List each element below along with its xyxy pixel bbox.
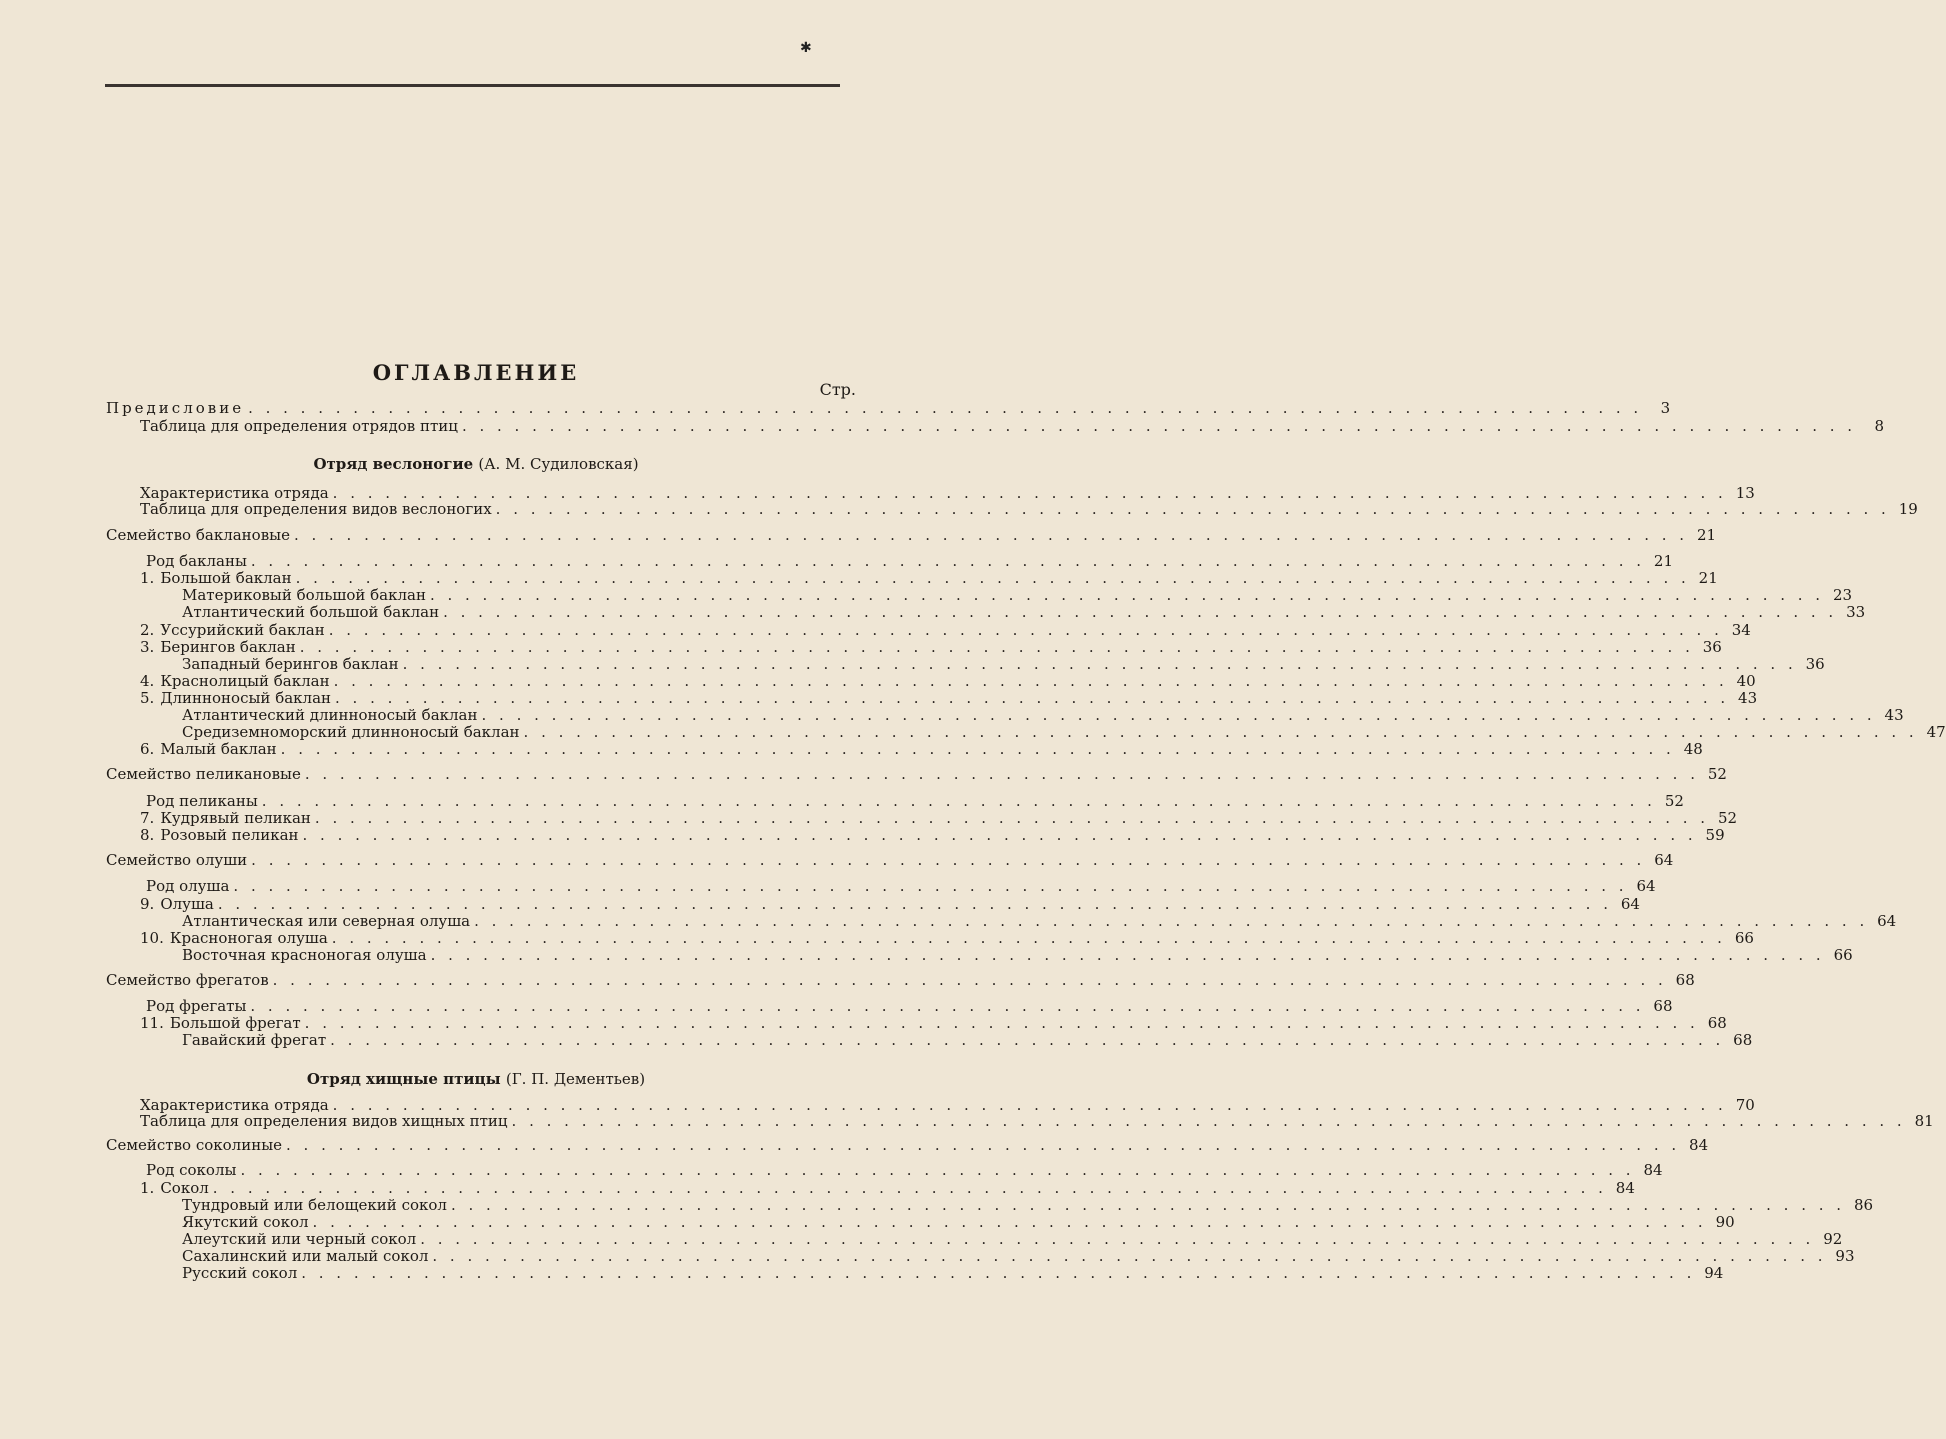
- toc-species: [140, 895, 1640, 913]
- entry-page-number: 21: [1696, 526, 1717, 544]
- leader-dots: . . . . . . . . . . . . . . . . . . . . . . . . . . . . . . . . . . . . . . . . . . . . . . . . . . . . . . . . . . . . . . . . . . . . . . . . . . . . . . . .: [481, 706, 1876, 724]
- leader-dots: . . . . . . . . . . . . . . . . . . . . . . . . . . . . . . . . . . . . . . . . . . . . . . . . . . . . . . . . . . . . . . . . . . . . . . . . . . . . . . . .: [261, 792, 1656, 810]
- entry-page-number: 84: [1615, 1179, 1635, 1197]
- leader-dots: . . . . . . . . . . . . . . . . . . . . . . . . . . . . . . . . . . . . . . . . . . . . . . . . . . . . . . . . . . . . . . . . . . . . . . . . . . . . . . . .: [250, 552, 1646, 570]
- entry-label: Уссурийский баклан: [160, 621, 325, 639]
- toc-genus: [146, 997, 1673, 1015]
- entry-label: Восточная красноногая олуша: [182, 946, 427, 964]
- leader-dots: . . . . . . . . . . . . . . . . . . . . . . . . . . . . . . . . . . . . . . . . . . . . . . . . . . . . . . . . . . . . . . . . . . . . . . . . . . . . . . . .: [312, 1213, 1707, 1231]
- toc-family: [106, 526, 1717, 544]
- entry-page-number: 68: [1675, 971, 1695, 989]
- entry-label: Красноногая олуша: [169, 929, 328, 947]
- entry-label: Средиземноморский длинноносый баклан: [182, 723, 520, 741]
- entry-page-number: 59: [1705, 826, 1725, 844]
- page-title: ОГЛАВЛЕНИЕ: [372, 360, 580, 385]
- toc-subspecies: [182, 912, 1897, 930]
- toc-species: [140, 740, 1703, 758]
- entry-page-number: 52: [1707, 765, 1727, 783]
- toc-entry: [140, 417, 1885, 435]
- entry-label: Род пеликаны: [146, 792, 258, 810]
- entry-number: 4.: [140, 672, 155, 690]
- entry-page-number: 52: [1717, 809, 1738, 827]
- entry-page-number: 68: [1707, 1014, 1727, 1032]
- entry-label: Предисловие: [106, 399, 245, 417]
- toc-genus: [146, 877, 1656, 895]
- entry-label: Краснолицый баклан: [160, 672, 330, 690]
- entry-label: Атлантический длинноносый баклан: [182, 706, 478, 724]
- toc-genus: [146, 792, 1684, 810]
- leader-dots: . . . . . . . . . . . . . . . . . . . . . . . . . . . . . . . . . . . . . . . . . . . . . . . . . . . . . . . . . . . . . . . . . . . . . . . . . . . . . . . .: [233, 877, 1628, 895]
- leader-dots: . . . . . . . . . . . . . . . . . . . . . . . . . . . . . . . . . . . . . . . . . . . . . . . . . . . . . . . . . . . . . . . . . . . . . . . . . . . . . . . .: [430, 946, 1825, 964]
- toc-genus: [146, 1161, 1663, 1179]
- entry-page-number: 94: [1704, 1264, 1724, 1282]
- entry-label: Семейство олуши: [106, 851, 248, 869]
- entry-number: 7.: [140, 809, 155, 827]
- toc-species: [140, 672, 1756, 690]
- toc-preface: [106, 399, 1671, 417]
- entry-label: Гавайский фрегат: [182, 1031, 327, 1049]
- leader-dots: . . . . . . . . . . . . . . . . . . . . . . . . . . . . . . . . . . . . . . . . . . . . . . . . . . . . . . . . . . . . . . . . . . . . . . . . . . . . . . . .: [402, 655, 1797, 673]
- leader-dots: . . . . . . . . . . . . . . . . . . . . . . . . . . . . . . . . . . . . . . . . . . . . . . . . . . . . . . . . . . . . . . . . . . . . . . . . . . . . . . . .: [304, 765, 1699, 783]
- entry-label: Сокол: [160, 1179, 209, 1197]
- entry-label: Семейство баклановые: [106, 526, 290, 544]
- entry-number: 5.: [140, 689, 155, 707]
- entry-number: 1.: [140, 569, 155, 587]
- leader-dots: . . . . . . . . . . . . . . . . . . . . . . . . . . . . . . . . . . . . . . . . . . . . . . . . . . . . . . . . . . . . . . . . . . . . . . . . . . . . . . . .: [420, 1230, 1815, 1248]
- toc-subspecies: [182, 655, 1825, 673]
- toc-species: [140, 1014, 1727, 1032]
- leader-dots: . . . . . . . . . . . . . . . . . . . . . . . . . . . . . . . . . . . . . . . . . . . . . . . . . . . . . . . . . . . . . . . . . . . . . . . . . . . . . . . .: [301, 1264, 1696, 1282]
- order-heading: [0, 455, 952, 473]
- order-heading: [0, 1070, 952, 1088]
- entry-page-number: 68: [1653, 997, 1673, 1015]
- entry-page-number: 36: [1805, 655, 1825, 673]
- entry-page-number: 34: [1731, 621, 1751, 639]
- entry-number: 9.: [140, 895, 155, 913]
- entry-page-number: 8: [1874, 417, 1885, 435]
- leader-dots: . . . . . . . . . . . . . . . . . . . . . . . . . . . . . . . . . . . . . . . . . . . . . . . . . . . . . . . . . . . . . . . . . . . . . . . . . . . . . . . .: [251, 851, 1646, 869]
- leader-dots: . . . . . . . . . . . . . . . . . . . . . . . . . . . . . . . . . . . . . . . . . . . . . . . . . . . . . . . . . . . . . . . . . . . . . . . . . . . . . . . .: [272, 971, 1667, 989]
- entry-page-number: 21: [1698, 569, 1718, 587]
- entry-page-number: 19: [1898, 500, 1918, 518]
- toc-subspecies: [182, 723, 1946, 741]
- entry-number: 11.: [140, 1014, 164, 1032]
- entry-page-number: 3: [1660, 399, 1671, 417]
- entry-page-number: 66: [1833, 946, 1853, 964]
- entry-page-number: 64: [1620, 895, 1640, 913]
- leader-dots: . . . . . . . . . . . . . . . . . . . . . . . . . . . . . . . . . . . . . . . . . . . . . . . . . . . . . . . . . . . . . . . . . . . . . . . . . . . . . . . .: [331, 929, 1726, 947]
- leader-dots: . . . . . . . . . . . . . . . . . . . . . . . . . . . . . . . . . . . . . . . . . . . . . . . . . . . . . . . . . . . . . . . . . . . . . . . . . . . . . . . .: [217, 895, 1612, 913]
- toc-entry: [140, 500, 1918, 518]
- entry-page-number: 64: [1636, 877, 1656, 895]
- leader-dots: . . . . . . . . . . . . . . . . . . . . . . . . . . . . . . . . . . . . . . . . . . . . . . . . . . . . . . . . . . . . . . . . . . . . . . . . . . . . . . . .: [328, 621, 1723, 639]
- entry-page-number: 43: [1738, 689, 1758, 707]
- entry-label: Семейство пеликановые: [106, 765, 301, 783]
- leader-dots: . . . . . . . . . . . . . . . . . . . . . . . . . . . . . . . . . . . . . . . . . . . . . . . . . . . . . . . . . . . . . . . . . . . . . . . . . . . . . . . .: [240, 1161, 1635, 1179]
- toc-subspecies: [182, 706, 1904, 724]
- entry-page-number: 23: [1832, 586, 1853, 604]
- toc-subspecies: [182, 1213, 1735, 1231]
- entry-label: Алеутский или черный сокол: [182, 1230, 417, 1248]
- toc-entry: [140, 1112, 1934, 1130]
- leader-dots: . . . . . . . . . . . . . . . . . . . . . . . . . . . . . . . . . . . . . . . . . . . . . . . . . . . . . . . . . . . . . . . . . . . . . . . . . . . . . . . .: [302, 826, 1697, 844]
- entry-label: Якутский сокол: [182, 1213, 309, 1231]
- order-title: Отряд веслоногие: [313, 455, 479, 473]
- leader-dots: . . . . . . . . . . . . . . . . . . . . . . . . . . . . . . . . . . . . . . . . . . . . . . . . . . . . . . . . . . . . . . . . . . . . . . . . . . . . . . . .: [293, 526, 1689, 544]
- entry-page-number: 64: [1877, 912, 1897, 930]
- leader-dots: . . . . . . . . . . . . . . . . . . . . . . . . . . . . . . . . . . . . . . . . . . . . . . . . . . . . . . . . . . . . . . . . . . . . . . . . . . . . . . . .: [429, 586, 1825, 604]
- entry-page-number: 21: [1653, 552, 1674, 570]
- toc-species: [140, 638, 1722, 656]
- leader-dots: . . . . . . . . . . . . . . . . . . . . . . . . . . . . . . . . . . . . . . . . . . . . . . . . . . . . . . . . . . . . . . . . . . . . . . . . . . . . . . . .: [250, 997, 1645, 1015]
- entry-page-number: 68: [1733, 1031, 1753, 1049]
- leader-dots: . . . . . . . . . . . . . . . . . . . . . . . . . . . . . . . . . . . . . . . . . . . . . . . . . . . . . . . . . . . . . . . . . . . . . . . . . . . . . . . .: [450, 1196, 1846, 1214]
- entry-label: Олуша: [160, 895, 214, 913]
- entry-label: Таблица для определения видов веслоногих: [140, 500, 492, 518]
- entry-page-number: 33: [1846, 603, 1866, 621]
- order-title: Отряд хищные птицы: [306, 1070, 506, 1088]
- entry-page-number: 84: [1689, 1136, 1709, 1154]
- toc-species: [140, 1179, 1635, 1197]
- page-column-label: Стр.: [819, 380, 856, 399]
- entry-number: 1.: [140, 1179, 155, 1197]
- order-author: (А. М. Судиловская): [478, 455, 639, 473]
- toc-family: [106, 1136, 1709, 1154]
- leader-dots: . . . . . . . . . . . . . . . . . . . . . . . . . . . . . . . . . . . . . . . . . . . . . . . . . . . . . . . . . . . . . . . . . . . . . . . . . . . . . . . .: [212, 1179, 1607, 1197]
- leader-dots: . . . . . . . . . . . . . . . . . . . . . . . . . . . . . . . . . . . . . . . . . . . . . . . . . . . . . . . . . . . . . . . . . . . . . . . . . . . . . . . .: [474, 912, 1869, 930]
- entry-label: Малый баклан: [160, 740, 277, 758]
- toc-subspecies: [182, 603, 1866, 621]
- entry-page-number: 81: [1914, 1112, 1934, 1130]
- entry-label: Атлантический большой баклан: [182, 603, 440, 621]
- toc-species: [140, 809, 1738, 827]
- toc-subspecies: [182, 1196, 1874, 1214]
- entry-page-number: 52: [1664, 792, 1684, 810]
- entry-label: Материковый большой баклан: [182, 586, 426, 604]
- entry-page-number: 70: [1735, 1096, 1755, 1114]
- entry-label: Род фрегаты: [146, 997, 247, 1015]
- entry-page-number: 36: [1702, 638, 1722, 656]
- order-author: (Г. П. Дементьев): [505, 1070, 646, 1088]
- toc-subspecies: [182, 1230, 1843, 1248]
- leader-dots: . . . . . . . . . . . . . . . . . . . . . . . . . . . . . . . . . . . . . . . . . . . . . . . . . . . . . . . . . . . . . . . . . . . . . . . . . . . . . . . .: [286, 1136, 1681, 1154]
- leader-dots: . . . . . . . . . . . . . . . . . . . . . . . . . . . . . . . . . . . . . . . . . . . . . . . . . . . . . . . . . . . . . . . . . . . . . . . . . . . . . . . .: [280, 740, 1675, 758]
- entry-label: Русский сокол: [182, 1264, 298, 1282]
- toc-species: [140, 826, 1725, 844]
- toc-subspecies: [182, 1247, 1855, 1265]
- toc-species: [140, 929, 1754, 947]
- leader-dots: . . . . . . . . . . . . . . . . . . . . . . . . . . . . . . . . . . . . . . . . . . . . . . . . . . . . . . . . . . . . . . . . . . . . . . . . . . . . . . . .: [443, 603, 1838, 621]
- toc-subspecies: [182, 1264, 1724, 1282]
- entry-label: Берингов баклан: [160, 638, 296, 656]
- leader-dots: . . . . . . . . . . . . . . . . . . . . . . . . . . . . . . . . . . . . . . . . . . . . . . . . . . . . . . . . . . . . . . . . . . . . . . . . . . . . . . . .: [432, 1247, 1827, 1265]
- corner-mark: ✱: [800, 40, 812, 56]
- toc-subspecies: [182, 1031, 1753, 1049]
- toc-species: [140, 621, 1751, 639]
- leader-dots: . . . . . . . . . . . . . . . . . . . . . . . . . . . . . . . . . . . . . . . . . . . . . . . . . . . . . . . . . . . . . . . . . . . . . . . . . . . . . . . .: [304, 1014, 1699, 1032]
- entry-page-number: 90: [1715, 1213, 1735, 1231]
- leader-dots: . . . . . . . . . . . . . . . . . . . . . . . . . . . . . . . . . . . . . . . . . . . . . . . . . . . . . . . . . . . . . . . . . . . . . . . . . . . . . . . .: [511, 1112, 1906, 1130]
- entry-label: Род бакланы: [146, 552, 247, 570]
- entry-label: Тундровый или белощекий сокол: [182, 1196, 447, 1214]
- entry-page-number: 64: [1654, 851, 1674, 869]
- entry-label: Западный берингов баклан: [182, 655, 399, 673]
- leader-dots: . . . . . . . . . . . . . . . . . . . . . . . . . . . . . . . . . . . . . . . . . . . . . . . . . . . . . . . . . . . . . . . . . . . . . . . . . . . . . . . .: [248, 399, 1643, 417]
- leader-dots: . . . . . . . . . . . . . . . . . . . . . . . . . . . . . . . . . . . . . . . . . . . . . . . . . . . . . . . . . . . . . . . . . . . . . . . . . . . . . . . .: [335, 689, 1730, 707]
- toc-species: [140, 689, 1758, 707]
- entry-page-number: 93: [1835, 1247, 1855, 1265]
- toc-subspecies: [182, 946, 1853, 964]
- entry-page-number: 66: [1734, 929, 1754, 947]
- leader-dots: . . . . . . . . . . . . . . . . . . . . . . . . . . . . . . . . . . . . . . . . . . . . . . . . . . . . . . . . . . . . . . . . . . . . . . . . . . . . . . . .: [495, 500, 1890, 518]
- leader-dots: . . . . . . . . . . . . . . . . . . . . . . . . . . . . . . . . . . . . . . . . . . . . . . . . . . . . . . . . . . . . . . . . . . . . . . . . . . . . . . . .: [333, 672, 1728, 690]
- entry-page-number: 43: [1884, 706, 1904, 724]
- leader-dots: . . . . . . . . . . . . . . . . . . . . . . . . . . . . . . . . . . . . . . . . . . . . . . . . . . . . . . . . . . . . . . . . . . . . . . . . . . . . . . . .: [332, 1096, 1727, 1114]
- entry-label: Большой фрегат: [169, 1014, 301, 1032]
- entry-label: Кудрявый пеликан: [160, 809, 311, 827]
- entry-label: Таблица для определения видов хищных птиц: [140, 1112, 508, 1130]
- entry-number: 2.: [140, 621, 155, 639]
- entry-page-number: 84: [1643, 1161, 1663, 1179]
- entry-label: Длинноносый баклан: [160, 689, 332, 707]
- leader-dots: . . . . . . . . . . . . . . . . . . . . . . . . . . . . . . . . . . . . . . . . . . . . . . . . . . . . . . . . . . . . . . . . . . . . . . . . . . . . . . . .: [330, 1031, 1725, 1049]
- entry-label: Род олуша: [146, 877, 230, 895]
- entry-label: Большой баклан: [160, 569, 292, 587]
- toc-family: [106, 851, 1674, 869]
- toc-subspecies: [182, 586, 1853, 604]
- entry-label: Розовый пеликан: [160, 826, 299, 844]
- leader-dots: . . . . . . . . . . . . . . . . . . . . . . . . . . . . . . . . . . . . . . . . . . . . . . . . . . . . . . . . . . . . . . . . . . . . . . . . . . . . . . . .: [332, 484, 1727, 502]
- entry-page-number: 40: [1736, 672, 1756, 690]
- leader-dots: . . . . . . . . . . . . . . . . . . . . . . . . . . . . . . . . . . . . . . . . . . . . . . . . . . . . . . . . . . . . . . . . . . . . . . . . . . . . . . . .: [295, 569, 1690, 587]
- entry-label: Сахалинский или малый сокол: [182, 1247, 429, 1265]
- entry-page-number: 47: [1926, 723, 1946, 741]
- leader-dots: . . . . . . . . . . . . . . . . . . . . . . . . . . . . . . . . . . . . . . . . . . . . . . . . . . . . . . . . . . . . . . . . . . . . . . . . . . . . . . . .: [461, 417, 1857, 435]
- toc-family: [106, 765, 1727, 783]
- toc-genus: [146, 552, 1674, 570]
- entry-page-number: 13: [1735, 484, 1755, 502]
- top-rule: [105, 84, 840, 87]
- leader-dots: . . . . . . . . . . . . . . . . . . . . . . . . . . . . . . . . . . . . . . . . . . . . . . . . . . . . . . . . . . . . . . . . . . . . . . . . . . . . . . . .: [299, 638, 1694, 656]
- entry-label: Семейство соколиные: [106, 1136, 283, 1154]
- entry-label: Характеристика отряда: [140, 1096, 329, 1114]
- toc-family: [106, 971, 1695, 989]
- leader-dots: . . . . . . . . . . . . . . . . . . . . . . . . . . . . . . . . . . . . . . . . . . . . . . . . . . . . . . . . . . . . . . . . . . . . . . . . . . . . . . . .: [314, 809, 1710, 827]
- entry-page-number: 86: [1853, 1196, 1874, 1214]
- entry-number: 3.: [140, 638, 155, 656]
- entry-label: Семейство фрегатов: [106, 971, 269, 989]
- entry-page-number: 48: [1683, 740, 1703, 758]
- entry-label: Род соколы: [146, 1161, 237, 1179]
- entry-label: Атлантическая или северная олуша: [182, 912, 471, 930]
- entry-number: 10.: [140, 929, 164, 947]
- entry-page-number: 92: [1823, 1230, 1843, 1248]
- entry-number: 8.: [140, 826, 155, 844]
- toc-species: [140, 569, 1718, 587]
- leader-dots: . . . . . . . . . . . . . . . . . . . . . . . . . . . . . . . . . . . . . . . . . . . . . . . . . . . . . . . . . . . . . . . . . . . . . . . . . . . . . . . .: [523, 723, 1918, 741]
- entry-label: Характеристика отряда: [140, 484, 329, 502]
- entry-label: Таблица для определения отрядов птиц: [140, 417, 458, 435]
- entry-number: 6.: [140, 740, 155, 758]
